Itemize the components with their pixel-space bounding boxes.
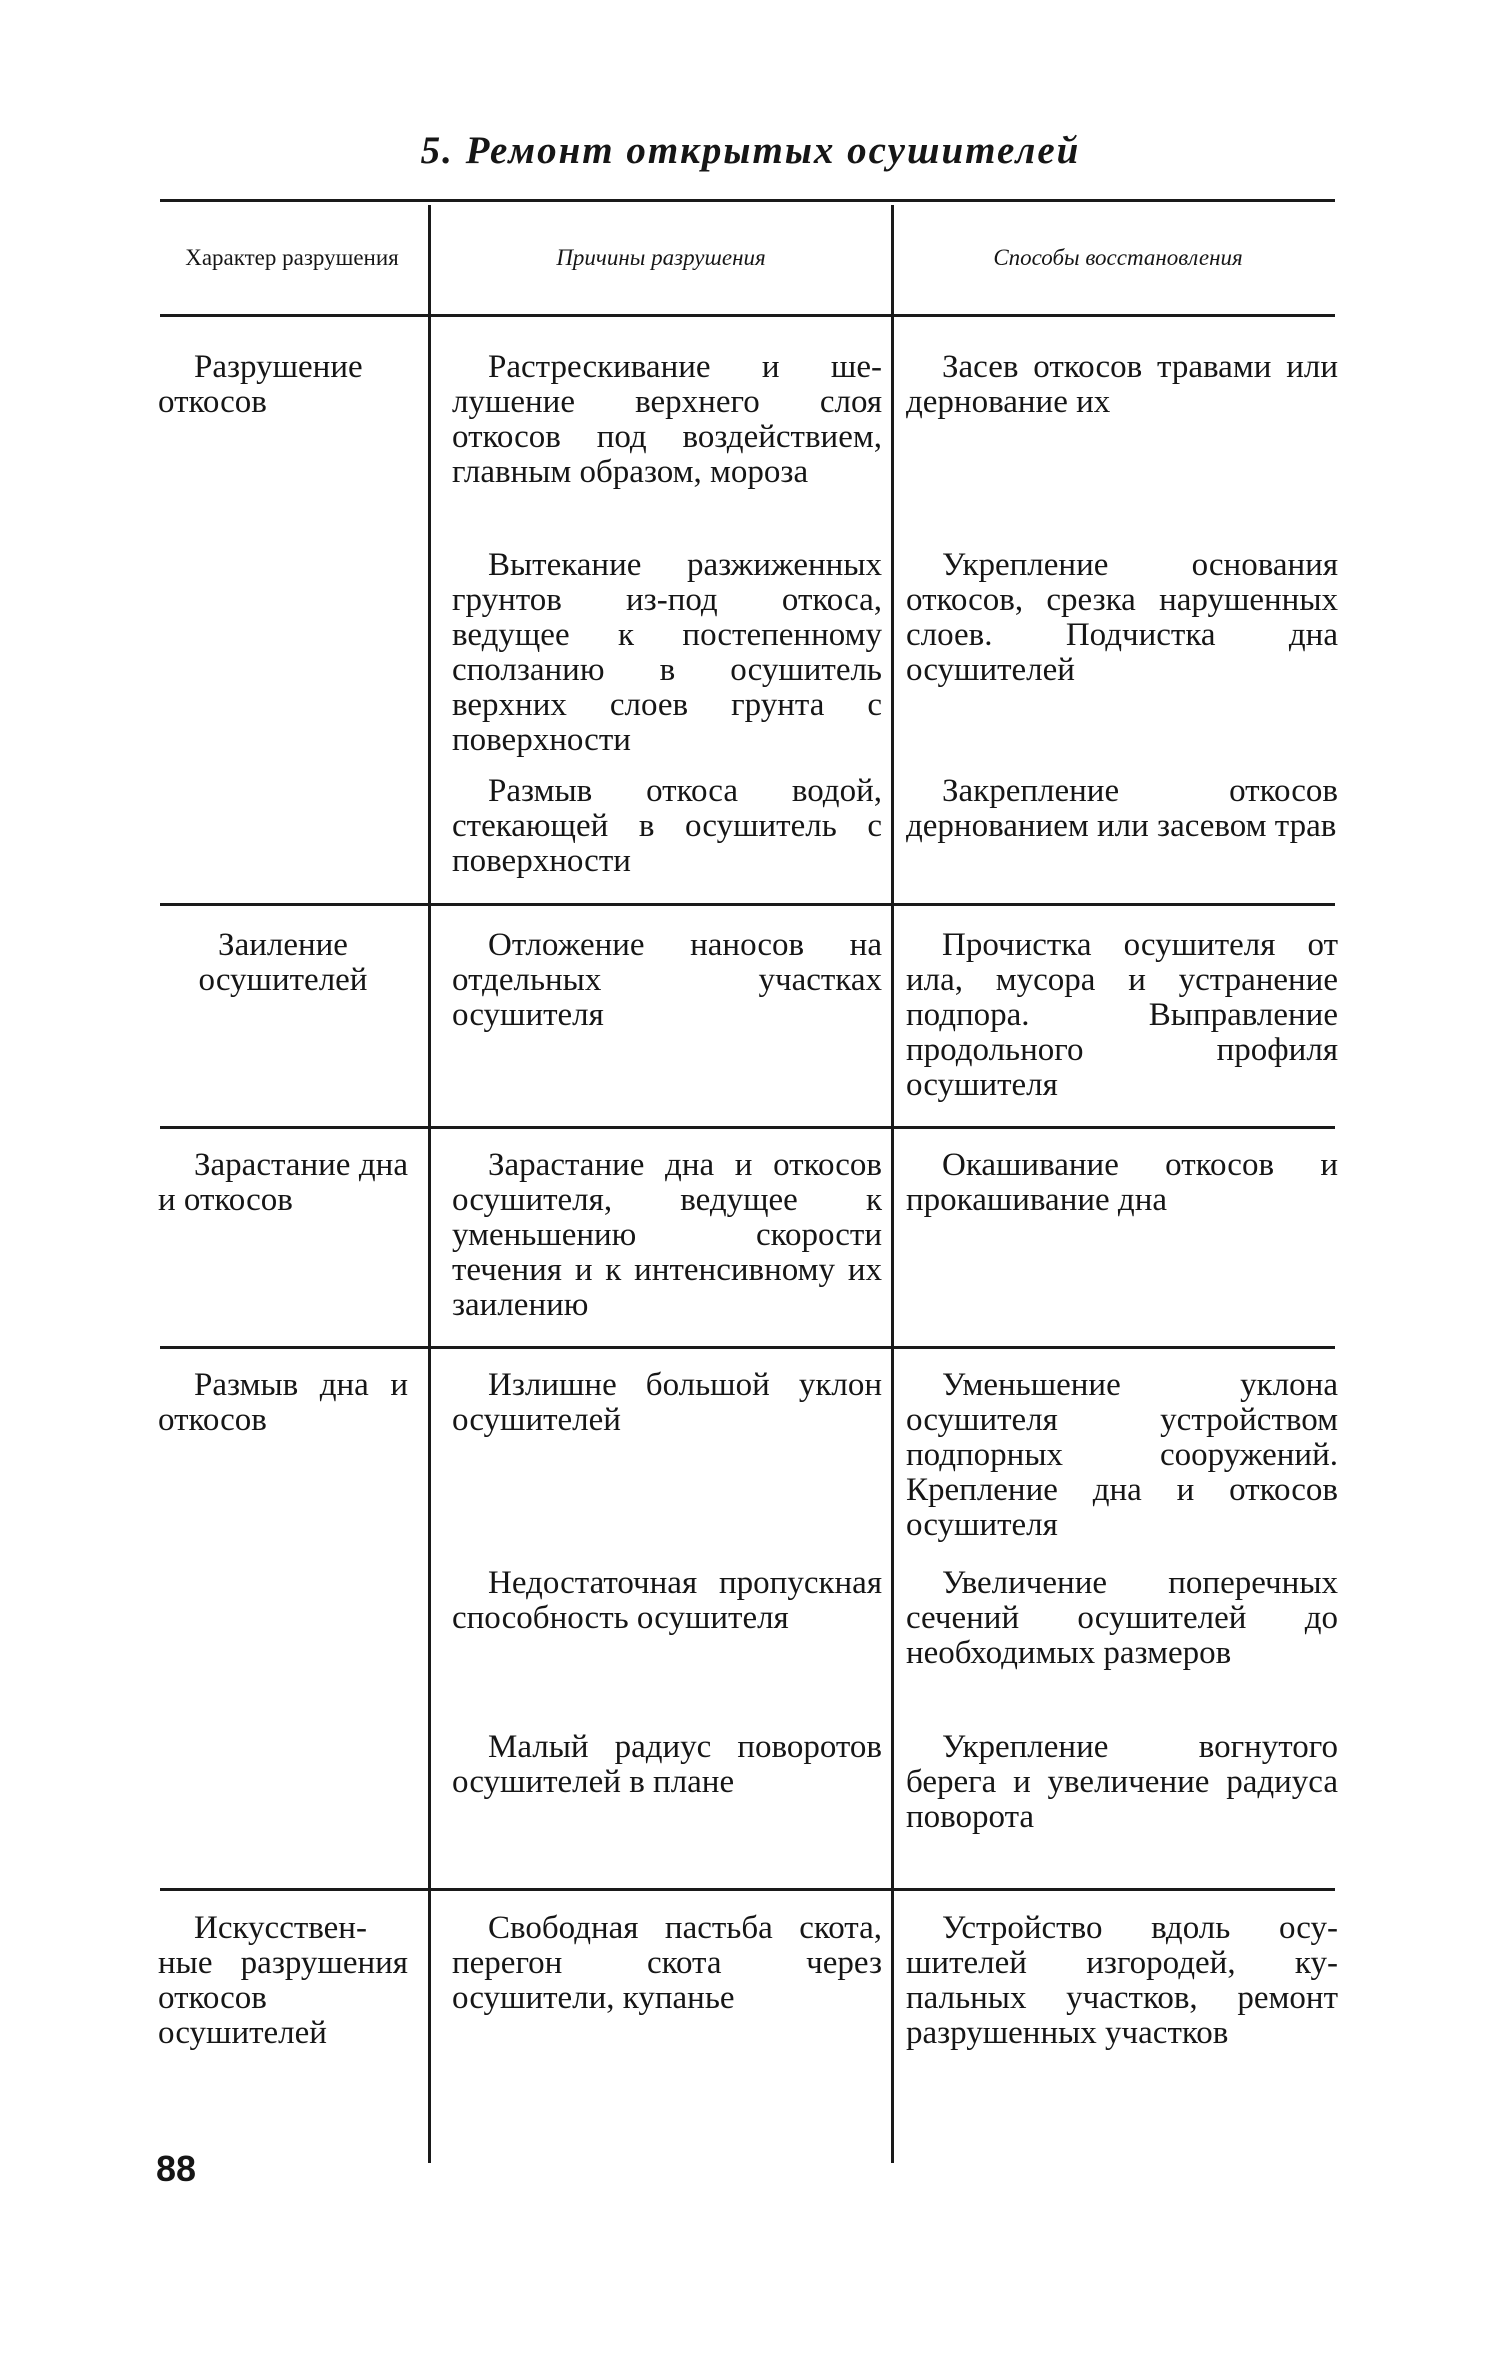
rule-group-2	[160, 1126, 1335, 1129]
character-cell: Заиление осушителей	[198, 927, 368, 998]
remedy-cell: Окашивание откосов и прокашивание дна	[906, 1147, 1338, 1218]
cause-cell: Недостаточная пропускная способность осушителя	[452, 1565, 882, 1636]
character-cell: Размыв дна и откосов	[158, 1367, 408, 1438]
page-number: 88	[156, 2148, 197, 2189]
remedy-cell: Засев откосов травами или дернование их	[906, 349, 1338, 420]
cause-cell: Растрескивание и шелушение верхнего слоя откосов под воздействием, главным образом, мороза	[452, 349, 882, 490]
remedy-cell: Закрепление откосов дернованием или засевом трав	[906, 773, 1338, 844]
remedy-cell: Устройство вдоль осушителей изгородей, купальных участков, ремонт разрушенных участков	[906, 1910, 1338, 2051]
remedy-cell: Увеличение поперечных сечений осушителей до необходимых размеров	[906, 1565, 1338, 1671]
remedy-cell: Укрепление вогнутого берега и увеличение радиуса поворота	[906, 1729, 1338, 1835]
cause-cell: Размыв откоса водой, стекающей в осушитель с поверхности	[452, 773, 882, 879]
header-causes: Причины разрушения	[556, 245, 766, 270]
cause-cell: Свободная пастьба скота, перегон скота через осушители, купанье	[452, 1910, 882, 2016]
remedy-cell: Прочистка осушителя от ила, мусора и устранение подпора. Выправление продольного профиля осушителя	[906, 927, 1338, 1103]
header-character: Характер разрушения	[185, 245, 399, 270]
rule-group-1	[160, 903, 1335, 906]
header-remedies: Способы восстановления	[993, 245, 1243, 270]
remedy-cell: Уменьшение уклона осушителя устройством подпорных сооружений. Крепление дна и откосов осушителя	[906, 1367, 1338, 1543]
cause-cell: Отложение наносов на отдельных участках осушителя	[452, 927, 882, 1033]
col-divider-1	[428, 205, 431, 2163]
cause-cell: Зарастание дна и откосов осушителя, ведущее к уменьшению скорости течения и к интенсивному их заилению	[452, 1147, 882, 1323]
remedy-cell: Укрепление основания откосов, срезка нарушенных слоев. Подчистка дна осушителей	[906, 547, 1338, 688]
character-cell: Разрушение откосов	[158, 349, 363, 420]
cause-cell: Малый радиус поворотов осушителей в плане	[452, 1729, 882, 1800]
rule-group-3	[160, 1346, 1335, 1349]
col-divider-2	[891, 205, 894, 2163]
cause-cell: Вытекание разжиженных грунтов из-под откоса, ведущее к постепенному сползанию в осушитель верхних слоев грунта с поверхности	[452, 547, 882, 758]
cause-cell: Излишне большой уклон осушителей	[452, 1367, 882, 1438]
character-cell: Зарастание дна и откосов	[158, 1147, 408, 1218]
table-title: 5. Ремонт открытых осушителей	[420, 129, 1081, 172]
rule-group-4	[160, 1888, 1335, 1891]
character-cell: Искусственные разрушения откосов осушителей	[158, 1910, 408, 2051]
